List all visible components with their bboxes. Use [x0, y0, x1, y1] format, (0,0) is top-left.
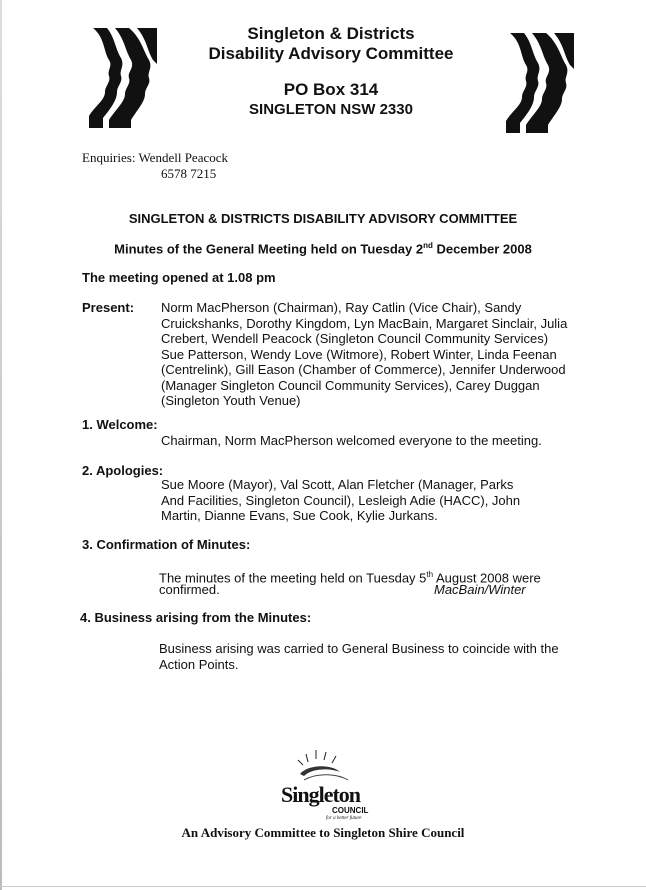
present-line: (Manager Singleton Council Community Services), Carey Duggan [161, 377, 540, 393]
enquiries-label: Enquiries: [82, 150, 136, 165]
apologies-line: And Facilities, Singleton Council), Lesleigh Adie (HACC), John [161, 492, 521, 508]
council-logo-sub: COUNCIL [332, 806, 369, 815]
committee-logo-left [65, 28, 157, 128]
present-list [161, 300, 581, 409]
meeting-opened: The meeting opened at 1.08 pm [82, 270, 276, 285]
welcome-text: Chairman, Norm MacPherson welcomed everyone to the meeting. [161, 433, 542, 448]
business-line: Business arising was carried to General Business to coincide with the [159, 641, 559, 656]
committee-name [181, 24, 481, 64]
enquiries-phone: 6578 7215 [161, 166, 217, 181]
welcome-heading: 1. Welcome: [82, 417, 158, 432]
confirmation-text-end: August 2008 were [433, 570, 541, 586]
apologies-heading: 2. Apologies: [82, 463, 164, 478]
present-line: (Singleton Youth Venue) [161, 393, 301, 408]
document-subtitle [0, 241, 646, 256]
header-title-line1: Singleton & Districts [247, 24, 415, 43]
present-line: Sue Patterson, Wendy Love (Witmore), Robert Winter, Linda Feenan [161, 346, 557, 362]
present-line: (Centrelink), Gill Eason (Chamber of Commerce), Jennifer Underwood [161, 362, 566, 377]
present-label: Present: [82, 300, 135, 315]
enquiries-block [82, 150, 228, 166]
address-po-box: PO Box 314 [283, 80, 379, 99]
address-city: SINGLETON NSW 2330 [249, 101, 413, 118]
apologies-line: Sue Moore (Mayor), Val Scott, Alan Fletcher (Manager, Parks [161, 477, 514, 492]
page-edge-left [0, 0, 2, 890]
apologies-line: Martin, Dianne Evans, Sue Cook, Kylie Jurkans. [161, 508, 438, 523]
confirmation-line2: confirmed. [159, 582, 220, 597]
confirmation-mover: MacBain/Winter [434, 582, 526, 597]
council-logo-name: Singleton [281, 782, 361, 807]
confirmation-text: The minutes of the meeting held on Tuesday 5 [159, 570, 427, 586]
present-line: Cruickshanks, Dorothy Kingdom, Lyn MacBain, Margaret Sinclair, Julia [161, 315, 568, 331]
present-line: Norm MacPherson (Chairman), Ray Catlin (Vice Chair), Sandy [161, 300, 522, 315]
present-line: Crebert, Wendell Peacock (Singleton Council Community Services) [161, 331, 549, 346]
council-logo-tagline: for a better future [326, 816, 362, 821]
apologies-list [161, 477, 581, 524]
document-title: SINGLETON & DISTRICTS DISABILITY ADVISORY COMMITTEE [128, 211, 518, 226]
enquiries-name: Wendell Peacock [138, 150, 229, 165]
business-heading: 4. Business arising from the Minutes: [80, 610, 312, 625]
business-text [159, 641, 599, 672]
business-line: Action Points. [159, 656, 239, 672]
confirmation-ordinal: th [426, 570, 434, 579]
header-title-line2: Disability Advisory Committee [208, 44, 454, 63]
page-edge-bottom [0, 886, 646, 887]
footer-text: An Advisory Committee to Singleton Shire Council [181, 825, 465, 840]
singleton-council-logo [278, 748, 378, 824]
subtitle-month: December 2008 [432, 241, 532, 257]
subtitle-text: Minutes of the General Meeting held on Tuesday 2 [114, 241, 424, 257]
subtitle-ordinal: nd [423, 241, 433, 250]
confirmation-heading: 3. Confirmation of Minutes: [82, 537, 251, 552]
committee-logo-right [482, 33, 574, 133]
